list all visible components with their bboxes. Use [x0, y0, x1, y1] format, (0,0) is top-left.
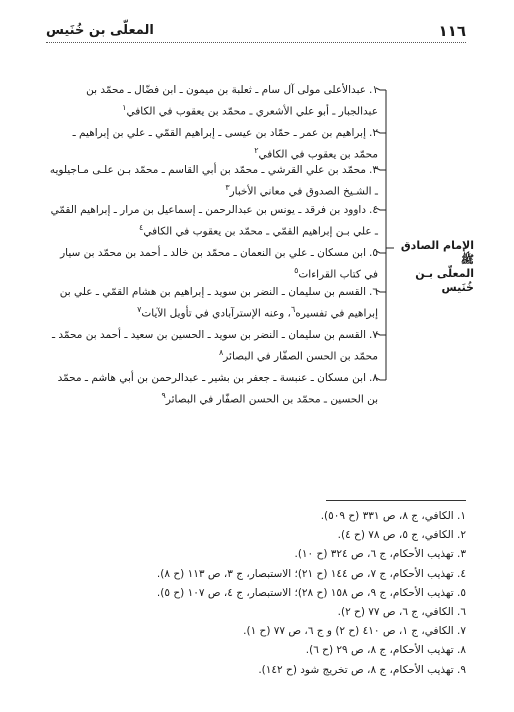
chain-number: ٧. — [369, 329, 378, 341]
running-title: المعلّى بن خُنَيس — [46, 23, 154, 38]
footnote-ref: ٣ — [225, 183, 230, 192]
footnote-ref: ٥ — [294, 266, 299, 275]
chain-text: عبدالأعلى مولى آل سام ـ ثعلبة بن ميمون ـ ابن فضّال ـ محمّد بن عبدالجبار ـ أبو علي الأشعري ـ محمّد بن يعقوب في الكافي — [86, 84, 378, 118]
chain-number: ٢. — [369, 127, 378, 139]
footnote-ref: ٤ — [139, 223, 144, 232]
footnote-ref: ٦ — [290, 305, 296, 314]
footnote-ref: ٧ — [137, 305, 142, 314]
footnote-ref: ١ — [122, 103, 127, 112]
imam-label — [394, 239, 474, 295]
chain-number: ٦. — [369, 286, 378, 298]
chain-text: ابن مسكان ـ علي بن النعمان ـ محمّد بن خالد ـ أحمد بن محمّد بن سيار في كتاب القراءات — [60, 247, 378, 281]
footnote: ٦. الكافي، ج ٦، ص ٧٧ (ح ٢). — [337, 606, 466, 619]
footnote: ٨. تهذيب الأحكام، ج ٨، ص ٢٩ (ح ٦). — [305, 644, 466, 657]
page-number: ١١٦ — [438, 22, 466, 40]
imam-name: الإمام الصادق ﷺ — [400, 239, 474, 266]
footnote: ٣. تهذيب الأحكام، ج ٦، ص ٣٢٤ (ح ١٠). — [294, 548, 466, 561]
bracket-tick-5 — [376, 251, 386, 253]
footnote: ٤. تهذيب الأحكام، ج ٧، ص ١٤٤ (ح ٢١)؛ الاستبصار، ج ٣، ص ١١٣ (ح ٨). — [156, 567, 466, 580]
chain-text: القسم بن سليمان ـ النضر بن سويد ـ الحسين بن سعيد ـ أحمد بن محمّد ـ محمّد بن الحسن الصفّار في البصائر — [52, 329, 378, 363]
footnote: ٢. الكافي، ج ٥، ص ٧٨ (ح ٤). — [337, 529, 466, 542]
footnote: ٥. تهذيب الأحكام، ج ٩، ص ١٥٨ (ح ٢٨)؛ الاستبصار، ج ٤، ص ١٠٧ (ح ٥). — [156, 586, 466, 599]
footnotes — [46, 507, 466, 680]
footnote: ١. الكافي، ج ٨، ص ٣٣١ (ح ٥٠٩). — [320, 510, 466, 522]
bracket-tick-6 — [376, 290, 386, 292]
footnote-separator — [326, 500, 466, 501]
chain-text: محمّد بن علي القرشي ـ محمّد بن أبي القاسم ـ محمّد بـن علـى مـاجيلويه ـ الشـيخ الصدوق في معاني الأخبار — [49, 164, 378, 198]
bracket-tick-4 — [376, 208, 386, 210]
bracket-tick-8 — [376, 378, 386, 380]
footnote-ref: ٢ — [254, 146, 259, 155]
footnote-ref: ٨ — [218, 348, 224, 357]
footnote-ref: ٩ — [161, 391, 166, 400]
chain-text: داوود بن فرقد ـ يونس بن عبدالرحمن ـ إسماعيل بن مرار ـ إبراهيم القمّي ـ علي بـن إبراهيم القمّي ـ محمّد بن يعقوب في الكافي — [50, 204, 378, 238]
chain-text: القسم بن سليمان ـ النضر بن سويد ـ إبراهيم بن هشام القمّي ـ علي بن إبراهيم في تفسيره — [59, 286, 378, 320]
footnote: ٧. الكافي، ج ١، ص ٤١٠ (ح ٢) و ج ٦، ص ٧٧ (ح ١). — [243, 625, 466, 638]
chain-text: ابن مسكان ـ عنبسة ـ جعفر بن بشير ـ عبدالرحمن بن أبي هاشم ـ محمّد بن الحسين ـ محمّد بن الحسن الصفّار في البصائر — [57, 372, 378, 406]
bracket-tick-3 — [376, 168, 386, 170]
bracket-tick-2 — [376, 131, 386, 133]
chain-text: إبراهيم بن عمر ـ حمّاد بن عيسى ـ إبراهيم القمّي ـ علي بن إبراهيم ـ محمّد بن يعقوب في الكافي — [72, 127, 378, 161]
bracket-tick-7 — [376, 333, 386, 335]
bracket-tick-1 — [376, 88, 386, 90]
subject-name: المعلّى بـن خُنَيس — [415, 267, 474, 294]
chain-number: ١. — [369, 84, 378, 96]
chain-number: ٨. — [369, 372, 378, 384]
footnote: ٩. تهذيب الأحكام، ج ٨، ص تخريج شود (ح ١٤٢). — [258, 663, 466, 676]
chain-number: ٤. — [369, 204, 378, 216]
chain-number: ٥. — [369, 247, 378, 259]
chain-number: ٣. — [369, 164, 378, 176]
chain-extra: ، وعنه الإسترآبادي في تأويل الآيات — [141, 307, 291, 320]
